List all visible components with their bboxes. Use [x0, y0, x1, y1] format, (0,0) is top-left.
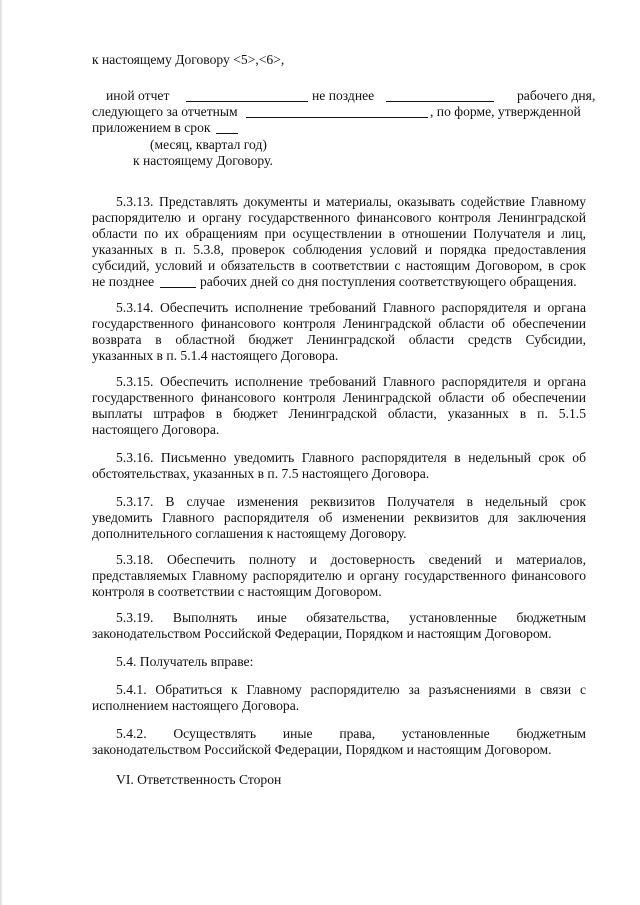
clause-5-3-19-line-2: законодательством Российской Федерации, Порядком и настоящим Договором.: [92, 626, 552, 641]
report-line-1a: иной отчет: [106, 88, 170, 103]
clause-5-3-19-line-1: 5.3.19. Выполнять иные обязательства, установленные бюджетным: [116, 610, 586, 625]
clause-5-3-17-line-1: 5.3.17. В случае изменения реквизитов Получателя в недельный срок: [116, 494, 586, 509]
clause-5-4-1-line-2: исполнением настоящего Договора.: [92, 698, 300, 713]
clause-5-3-13-last-b: рабочих дней со дня поступления соответствующего обращения.: [200, 274, 577, 289]
clause-5-3-18-line-3: контроля в соответствии с настоящим Договором.: [92, 584, 382, 599]
report-line-1c: рабочего дня,: [517, 88, 596, 103]
clause-5-4-1-line-1: 5.4.1. Обратиться к Главному распорядителю за разъяснениями в связи с: [116, 682, 586, 697]
clause-5-3-13-line-1: 5.3.13. Представлять документы и материалы, оказывать содействие Главному: [116, 194, 586, 209]
report-blank-2: [386, 89, 494, 102]
report-blank-3: [246, 105, 428, 118]
clause-5-3-17-line-2: уведомить Главного распорядителя об изменении реквизитов для заключения: [92, 510, 586, 525]
clause-5-3-16-line-1: 5.3.16. Письменно уведомить Главного распорядителя в недельный срок об: [116, 450, 586, 465]
clause-5-3-15-line-3: выплаты штрафов в бюджет Ленинградской области, указанных в п. 5.1.5: [92, 406, 586, 421]
clause-5-3-13-last-a: не позднее: [92, 274, 155, 289]
clause-5-3-13-line-2: распорядителю и органу государственного финансового контроля Ленинградской: [92, 210, 586, 225]
clause-5-3-15-line-4: настоящего Договора.: [92, 422, 220, 437]
clause-5-3-13-line-3: области по их обращениям при осуществлении в отношении Получателя и лиц,: [92, 226, 586, 241]
clause-5-3-13-line-5: субсидий, условий и обязательств в соответствии с настоящим Договором, в срок: [92, 258, 586, 273]
clause-5-3-15-line-2: государственного финансового контроля Ленинградской области об обеспечении: [92, 390, 586, 405]
report-line-3: приложением в срок: [92, 120, 211, 135]
report-line-2b: , по форме, утвержденной: [430, 104, 581, 119]
report-line-1b: не позднее: [312, 88, 375, 103]
clause-5-3-14-line-3: возврата в областной бюджет Ленинградской области средств Субсидии,: [92, 332, 586, 347]
clause-5-3-14-line-2: государственного финансового контроля Ленинградской области об обеспечении: [92, 316, 586, 331]
clause-5-3-16-line-2: обстоятельствах, указанных в п. 7.5 настоящего Договора.: [92, 466, 430, 481]
report-line-5: к настоящему Договору.: [133, 153, 273, 168]
report-line-4: (месяц, квартал год): [150, 137, 267, 152]
clause-5-3-13-blank: [160, 275, 196, 288]
report-blank-4: [216, 121, 238, 134]
clause-5-4-2-line-1: 5.4.2. Осуществлять иные права, установленные бюджетным: [116, 726, 586, 741]
clause-5-4-heading: 5.4. Получатель вправе:: [116, 654, 254, 669]
scan-edge: [0, 0, 3, 905]
clause-5-3-13-line-4: указанных в п. 5.3.8, проверок соблюдения условий и порядка предоставления: [92, 242, 586, 257]
clause-5-3-17-line-3: дополнительного соглашения к настоящему Договору.: [92, 526, 407, 541]
clause-5-3-15-line-1: 5.3.15. Обеспечить исполнение требований Главного распорядителя и органа: [116, 374, 586, 389]
clause-5-3-18-line-2: представляемых Главному распорядителю и органу государственного финансового: [92, 568, 586, 583]
clause-5-3-18-line-1: 5.3.18. Обеспечить полноту и достоверность сведений и материалов,: [116, 552, 586, 567]
clause-5-4-2-line-2: законодательством Российской Федерации, Порядком и настоящим Договором.: [92, 742, 552, 757]
clause-5-3-14-line-4: указанных в п. 5.1.4 настоящего Договора.: [92, 348, 339, 363]
header-line: к настоящему Договору <5>,<6>,: [92, 52, 285, 67]
report-line-2a: следующего за отчетным: [92, 104, 238, 119]
section-heading: VI. Ответственность Сторон: [116, 772, 282, 787]
clause-5-3-14-line-1: 5.3.14. Обеспечить исполнение требований Главного распорядителя и органа: [116, 300, 586, 315]
report-blank-1: [186, 89, 308, 102]
